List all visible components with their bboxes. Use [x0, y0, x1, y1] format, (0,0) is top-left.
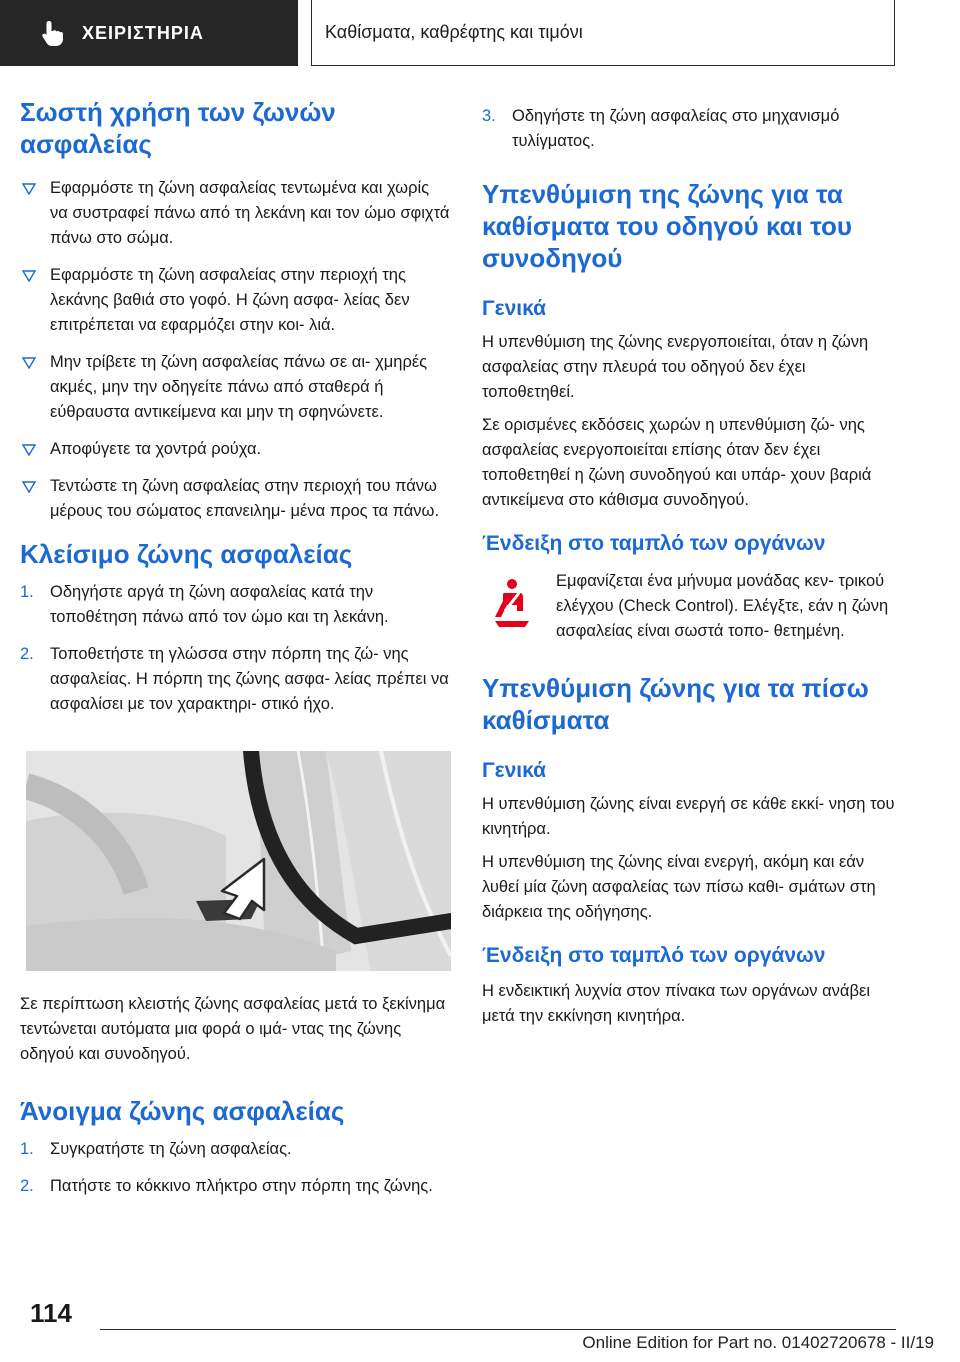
- closing-steps-continued: [482, 104, 898, 154]
- step-number: 2.: [20, 1177, 34, 1195]
- step-text: Τοποθετήστε τη γλώσσα στην πόρπη της ζώ- νης ασφαλείας. Η πόρπη της ζώνης ασφα- λείας πρέπει να ασφαλίσει με τον χαρακτηρι- στικό ήχο.: [50, 645, 449, 713]
- seatbelt-buckle-photo: [26, 751, 451, 971]
- list-item: [20, 1137, 450, 1162]
- triangle-bullet-icon: [22, 270, 36, 282]
- list-item-text: Εφαρμόστε τη ζώνη ασφαλείας τεντωμένα και χωρίς να συστραφεί πάνω από τη λεκάνη και τον ώμο σφιχτά πάνω στο σώμα.: [50, 179, 450, 247]
- rear-display-text: Η ενδεικτική λυχνία στον πίνακα των οργάνων ανάβει μετά την εκκίνηση κινητήρα.: [482, 982, 870, 1025]
- manual-tab: [0, 0, 298, 66]
- step-text: Οδηγήστε αργά τη ζώνη ασφαλείας κατά την τοποθέτηση πάνω από τον ώμο και τη λεκάνη.: [50, 583, 389, 626]
- list-item: [20, 263, 450, 338]
- step-text: Οδηγήστε τη ζώνη ασφαλείας στο μηχανισμό τυλίγματος.: [512, 107, 840, 150]
- step-number: 1.: [20, 1140, 34, 1158]
- manual-label: ΧΕΙΡΙΣΤΗΡΙΑ: [82, 22, 204, 43]
- list-item: [20, 176, 450, 251]
- list-item-text: Εφαρμόστε τη ζώνη ασφαλείας στην περιοχή της λεκάνης βαθιά στο γοφό. Η ζώνη ασφα- λείας δεν επιτρέπεται να εφαρμόζει στην κοι- λιά.: [50, 266, 410, 334]
- right-column: [482, 104, 898, 1037]
- front-display-text: Εμφανίζεται ένα μήνυμα μονάδας κεν- τρικού ελέγχου (Check Control). Ελέγξτε, εάν η ζώνη ασφαλείας είναι σωστά τοπο- θετημένη.: [556, 572, 889, 640]
- triangle-bullet-icon: [22, 481, 36, 493]
- triangle-bullet-icon: [22, 183, 36, 195]
- list-item: [20, 1174, 450, 1199]
- opening-steps: [20, 1137, 450, 1199]
- step-number: 2.: [20, 645, 34, 663]
- correct-use-title: Σωστή χρήση των ζωνών ασφαλείας: [20, 97, 336, 159]
- left-column: [20, 96, 450, 1213]
- closing-steps: [20, 580, 450, 717]
- front-general-title: Γενικά: [482, 297, 547, 320]
- list-item: [20, 350, 450, 425]
- hand-pointer-icon: [38, 18, 68, 48]
- rear-reminder-title: Υπενθύμιση ζώνης για τα πίσω καθίσματα: [482, 673, 869, 735]
- front-general-text-1: Η υπενθύμιση της ζώνης ενεργοποιείται, όταν η ζώνη ασφαλείας στην πλευρά του οδηγού δεν έχει τοποθετηθεί.: [482, 333, 869, 401]
- list-item: [20, 580, 450, 630]
- step-text: Πατήστε το κόκκινο πλήκτρο στην πόρπη της ζώνης.: [50, 1177, 433, 1195]
- rear-general-text-2: Η υπενθύμιση της ζώνης είναι ενεργή, ακόμη και εάν λυθεί μία ζώνη ασφαλείας των πίσω καθι- σμάτων στη διάρκεια της οδήγησης.: [482, 853, 876, 921]
- list-item: [20, 642, 450, 717]
- list-item: [20, 437, 450, 462]
- closing-title: Κλείσιμο ζώνης ασφαλείας: [20, 539, 353, 569]
- triangle-bullet-icon: [22, 444, 36, 456]
- triangle-bullet-icon: [22, 357, 36, 369]
- rear-general-text-1: Η υπενθύμιση ζώνης είναι ενεργή σε κάθε εκκί- νηση του κινητήρα.: [482, 795, 895, 838]
- rear-display-title: Ένδειξη στο ταμπλό των οργάνων: [482, 944, 826, 967]
- page-number: 114: [30, 1298, 72, 1328]
- chapter-header: [311, 0, 895, 66]
- edition-text: Online Edition for Part no. 01402720678 - II/19: [582, 1333, 934, 1352]
- opening-title: Άνοιγμα ζώνης ασφαλείας: [20, 1096, 345, 1126]
- list-item-text: Αποφύγετε τα χοντρά ρούχα.: [50, 440, 262, 458]
- front-reminder-title: Υπενθύμιση της ζώνης για τα καθίσματα του οδηγού και του συνοδηγού: [482, 179, 852, 273]
- front-display-title: Ένδειξη στο ταμπλό των οργάνων: [482, 532, 826, 555]
- step-number: 1.: [20, 583, 34, 601]
- footer-divider: [100, 1329, 896, 1330]
- list-item: [20, 474, 450, 524]
- list-item-text: Τεντώστε τη ζώνη ασφαλείας στην περιοχή του πάνω μέρους του σώματος επανειλημ- μένα προς τα πάνω.: [50, 477, 440, 520]
- after-closing-text: Σε περίπτωση κλειστής ζώνης ασφαλείας μετά το ξεκίνημα τεντώνεται αυτόματα μια φορά ο ιμά- ντας της ζώνης οδηγού και συνοδηγού.: [20, 995, 446, 1063]
- list-item-text: Μην τρίβετε τη ζώνη ασφαλείας πάνω σε αι- χμηρές ακμές, μην την οδηγείτε πάνω από σταθερά ή εύθραυστα αντικείμενα και μην τη σφηνώνετε.: [50, 353, 428, 421]
- front-display-row: [482, 569, 898, 644]
- step-text: Συγκρατήστε τη ζώνη ασφαλείας.: [50, 1140, 292, 1158]
- rear-general-title: Γενικά: [482, 759, 547, 782]
- chapter-title: Καθίσματα, καθρέφτης και τιμόνι: [325, 22, 583, 42]
- step-number: 3.: [482, 107, 496, 125]
- list-item: [482, 104, 898, 154]
- seatbelt-warning-icon: [490, 577, 534, 629]
- front-general-text-2: Σε ορισμένες εκδόσεις χωρών η υπενθύμιση ζώ- νης ασφαλείας ενεργοποιείται επίσης όταν δεν έχει τοποθετηθεί η ζώνη συνοδηγού και υπάρ- χουν βαριά αντικείμενα στο κάθισμα συνοδηγού.: [482, 416, 872, 509]
- correct-use-list: [20, 176, 450, 524]
